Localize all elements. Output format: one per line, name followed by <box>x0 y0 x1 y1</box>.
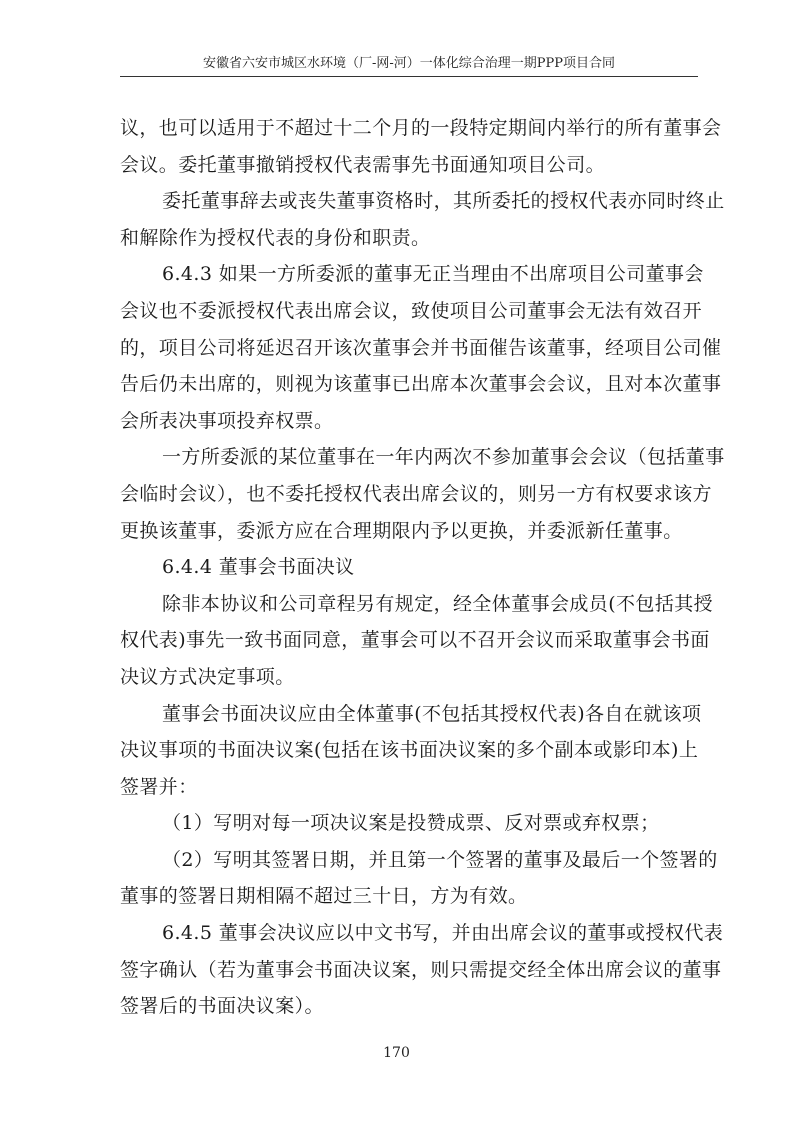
section-heading: 6.4.4 董事会书面决议 <box>162 556 355 579</box>
text-line: 权代表)事先一致书面同意，董事会可以不召开会议而采取董事会书面 <box>120 629 710 652</box>
text-line: 签字确认（若为董事会书面决议案，则只需提交经全体出席会议的董事 <box>120 958 722 981</box>
text-line: 签署并： <box>120 775 198 798</box>
document-body <box>120 110 725 1025</box>
list-item: （1）写明对每一项决议案是投赞成票、反对票或弃权票； <box>162 812 660 835</box>
text-line: 决议事项的书面决议案(包括在该书面决议案的多个副本或影印本)上 <box>120 739 699 762</box>
header-divider <box>120 76 698 77</box>
text-line: 会议。委托董事撤销授权代表需事先书面通知项目公司。 <box>120 153 606 176</box>
text-line: 和解除作为授权代表的身份和职责。 <box>120 226 431 249</box>
text-line: 董事的签署日期相隔不超过三十日，方为有效。 <box>120 885 528 908</box>
text-line: 决议方式决定事项。 <box>120 665 295 688</box>
text-line: 6.4.3 如果一方所委派的董事无正当理由不出席项目公司董事会 <box>162 263 704 286</box>
page-number: 170 <box>383 1045 410 1061</box>
text-line: 会临时会议），也不委托授权代表出席会议的，则另一方有权要求该方 <box>120 482 712 505</box>
text-line: 一方所委派的某位董事在一年内两次不参加董事会会议（包括董事 <box>162 446 725 469</box>
text-line: 会所表决事项投弃权票。 <box>120 409 334 432</box>
text-line: 委托董事辞去或丧失董事资格时，其所委托的授权代表亦同时终止 <box>162 190 725 213</box>
text-line: 6.4.5 董事会决议应以中文书写，并由出席会议的董事或授权代表 <box>162 922 724 945</box>
text-line: 会议也不委派授权代表出席会议，致使项目公司董事会无法有效召开 <box>120 299 703 322</box>
running-header: 安徽省六安市城区水环境（厂-网-河）一体化综合治理一期PPP项目合同 <box>202 56 616 71</box>
list-item: （2）写明其签署日期，并且第一个签署的董事及最后一个签署的 <box>162 848 718 871</box>
text-line: 签署后的书面决议案）。 <box>120 995 324 1018</box>
text-line: 的，项目公司将延迟召开该次董事会并书面催告该董事，经项目公司催 <box>120 336 722 359</box>
text-line: 更换该董事，委派方应在合理期限内予以更换，并委派新任董事。 <box>120 519 683 542</box>
text-line: 告后仍未出席的，则视为该董事已出席本次董事会会议，且对本次董事 <box>120 373 722 396</box>
text-line: 董事会书面决议应由全体董事(不包括其授权代表)各自在就该项 <box>162 702 702 725</box>
text-line: 除非本协议和公司章程另有规定，经全体董事会成员(不包括其授 <box>162 592 714 615</box>
text-line: 议，也可以适用于不超过十二个月的一段特定期间内举行的所有董事会 <box>120 117 722 139</box>
